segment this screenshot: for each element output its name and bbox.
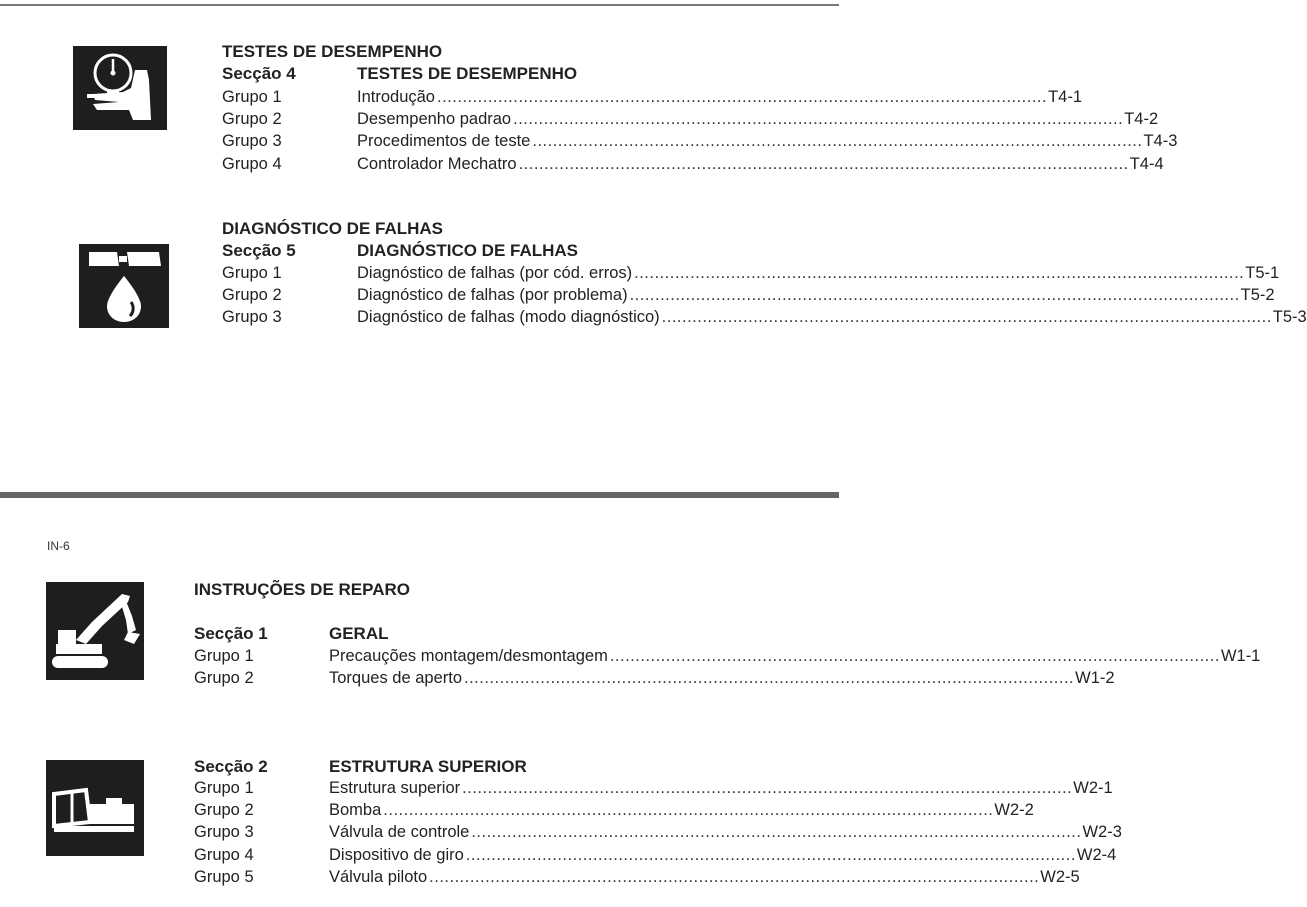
section-title: DIAGNÓSTICO DE FALHAS (357, 241, 579, 260)
leader-dots: ........................................................................................................................ (471, 823, 1082, 842)
entry-title: Desempenho padrao (357, 110, 512, 129)
group-label: Grupo 4 (222, 154, 282, 173)
entry-title: Introdução (357, 88, 435, 106)
leader-dots: ........................................................................................................................ (629, 286, 1240, 305)
group-label: Grupo 1 (222, 264, 282, 282)
page-ref: W2-1 (1073, 779, 1113, 797)
section-label: Secção 4 (222, 64, 296, 83)
toc-entry (222, 130, 1178, 152)
group-label: Grupo 5 (194, 867, 254, 886)
toc-entry (194, 821, 1122, 843)
leader-dots: ........................................................................................................................ (383, 801, 994, 820)
entry-title: Diagnóstico de falhas (por problema) (357, 286, 628, 305)
gauge-hand-icon (73, 46, 167, 130)
leader-dots: ........................................................................................................................ (634, 264, 1245, 282)
group-label: Grupo 2 (194, 801, 254, 820)
pipe-drop-icon (79, 244, 169, 328)
toc-entry (194, 667, 1115, 689)
toc-entry (194, 645, 1261, 667)
page-ref: W2-2 (994, 801, 1034, 820)
toc-entry (194, 777, 1113, 799)
page-ref: W2-4 (1076, 845, 1117, 864)
section-title: GERAL (329, 624, 389, 643)
entry-title: Bomba (329, 801, 382, 820)
heading-testes-desempenho: TESTES DE DESEMPENHO (222, 42, 443, 61)
group-label: Grupo 3 (194, 823, 254, 842)
page-ref: W2-3 (1082, 823, 1122, 842)
entry-title: Dispositivo de giro (329, 845, 464, 864)
entry-title: Procedimentos de teste (357, 132, 531, 151)
toc-entry (194, 866, 1080, 888)
entry-title: Torques de aperto (329, 669, 463, 688)
entry-title: Diagnóstico de falhas (modo diagnóstico) (357, 308, 660, 327)
group-label: Grupo 2 (222, 286, 282, 305)
page-ref: W1-2 (1075, 669, 1115, 688)
leader-dots: ........................................................................................................................ (661, 308, 1272, 327)
toc-entry (222, 86, 1083, 108)
toc-entry (194, 844, 1117, 866)
leader-dots: ........................................................................................................................ (464, 669, 1075, 688)
leader-dots: ........................................................................................................................ (429, 867, 1040, 886)
heading-diagnostico-falhas: DIAGNÓSTICO DE FALHAS (222, 219, 444, 238)
page-ref: T5-3 (1272, 308, 1307, 327)
entry-title: Estrutura superior (329, 779, 461, 797)
leader-dots: ........................................................................................................................ (532, 132, 1143, 151)
leader-dots: ........................................................................................................................ (513, 110, 1124, 129)
leader-dots: ........................................................................................................................ (518, 154, 1129, 173)
toc-entry (222, 284, 1275, 306)
page-code: IN-6 (47, 539, 70, 553)
section-label: Secção 5 (222, 241, 296, 260)
entry-title: Válvula de controle (329, 823, 470, 842)
section-title: ESTRUTURA SUPERIOR (329, 757, 527, 776)
page-ref: W2-5 (1040, 867, 1080, 886)
group-label: Grupo 4 (194, 845, 254, 864)
toc-entry (222, 153, 1164, 175)
toc-entry (222, 262, 1280, 284)
top-rule (0, 4, 839, 6)
entry-title: Diagnóstico de falhas (por cód. erros) (357, 264, 633, 282)
upper-structure-icon (46, 760, 144, 856)
group-label: Grupo 1 (194, 779, 254, 797)
toc-entry (222, 108, 1159, 130)
entry-title: Controlador Mechatro (357, 154, 517, 173)
entry-title: Precauções montagem/desmontagem (329, 647, 608, 665)
page-ref: T5-1 (1245, 264, 1280, 282)
excavator-icon (46, 582, 144, 680)
leader-dots: ........................................................................................................................ (462, 779, 1073, 797)
toc-entry (222, 306, 1307, 328)
group-label: Grupo 1 (222, 88, 282, 106)
leader-dots: ........................................................................................................................ (609, 647, 1220, 665)
leader-dots: ........................................................................................................................ (436, 88, 1048, 106)
group-label: Grupo 1 (194, 647, 254, 665)
page-ref: W1-1 (1220, 647, 1261, 665)
leader-dots: ........................................................................................................................ (465, 845, 1076, 864)
page-ref: T4-1 (1048, 88, 1083, 106)
page-ref: T4-2 (1124, 110, 1159, 129)
page-divider (0, 492, 839, 498)
page-ref: T5-2 (1240, 286, 1275, 305)
section-label: Secção 2 (194, 757, 268, 776)
heading-instrucoes-reparo: INSTRUÇÕES DE REPARO (194, 580, 410, 599)
page-ref: T4-3 (1143, 132, 1178, 151)
group-label: Grupo 2 (222, 110, 282, 129)
entry-title: Válvula piloto (329, 867, 428, 886)
group-label: Grupo 2 (194, 669, 254, 688)
group-label: Grupo 3 (222, 132, 282, 151)
section-title: TESTES DE DESEMPENHO (357, 64, 578, 83)
page-ref: T4-4 (1129, 154, 1164, 173)
group-label: Grupo 3 (222, 308, 282, 327)
section-label: Secção 1 (194, 624, 268, 643)
toc-entry (194, 799, 1034, 821)
